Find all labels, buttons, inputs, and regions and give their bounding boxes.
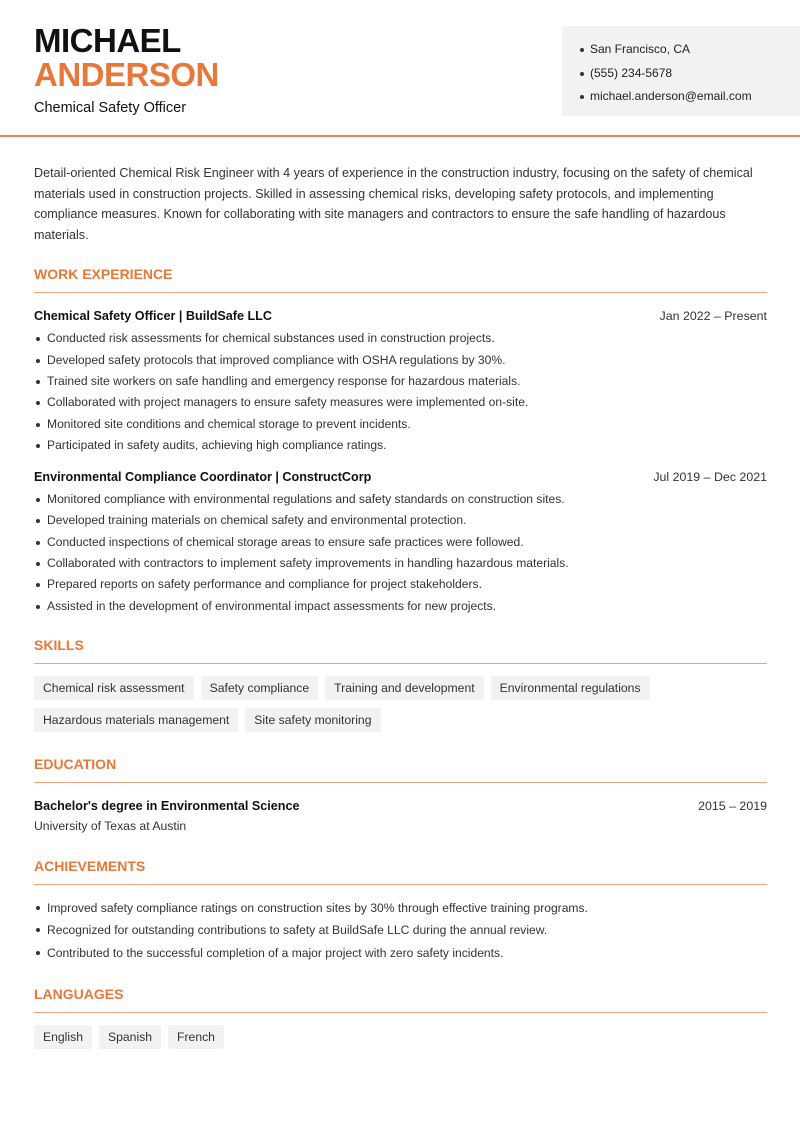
job-role: Chemical Safety Officer | BuildSafe LLC bbox=[34, 309, 272, 324]
job-dates: Jan 2022 – Present bbox=[659, 309, 767, 324]
resume-header bbox=[0, 0, 800, 137]
list-item: Conducted inspections of chemical storage areas to ensure safe practices were followed. bbox=[34, 532, 767, 553]
list-item: Monitored site conditions and chemical storage to prevent incidents. bbox=[34, 414, 767, 435]
section-title-skills: SKILLS bbox=[34, 637, 767, 664]
job-role: Environmental Compliance Coordinator | ConstructCorp bbox=[34, 470, 372, 485]
first-name: MICHAEL bbox=[34, 22, 181, 59]
list-item: Contributed to the successful completion of a major project with zero safety incidents. bbox=[34, 942, 767, 965]
section-title-education: EDUCATION bbox=[34, 756, 767, 783]
education-dates: 2015 – 2019 bbox=[698, 798, 767, 813]
skill-tag: Environmental regulations bbox=[491, 676, 650, 700]
list-item: Trained site workers on safe handling and emergency response for hazardous materials. bbox=[34, 371, 767, 392]
languages-section bbox=[34, 986, 767, 1049]
section-title-work: WORK EXPERIENCE bbox=[34, 266, 767, 293]
contact-location: San Francisco, CA bbox=[580, 38, 784, 62]
skill-tag: Training and development bbox=[325, 676, 483, 700]
skills-tags bbox=[34, 676, 767, 732]
achievements-section bbox=[34, 858, 767, 965]
list-item: Conducted risk assessments for chemical substances used in construction projects. bbox=[34, 328, 767, 349]
candidate-name bbox=[34, 24, 219, 92]
list-item: Prepared reports on safety performance and compliance for project stakeholders. bbox=[34, 574, 767, 595]
contact-phone: (555) 234-5678 bbox=[580, 62, 784, 86]
language-tags bbox=[34, 1025, 767, 1049]
list-item: Assisted in the development of environmental impact assessments for new projects. bbox=[34, 596, 767, 617]
list-item: Developed training materials on chemical safety and environmental protection. bbox=[34, 510, 767, 531]
resume-body bbox=[34, 137, 767, 1049]
school: University of Texas at Austin bbox=[34, 818, 187, 833]
contact-email: michael.anderson@email.com bbox=[580, 85, 784, 109]
job-bullets bbox=[34, 328, 767, 456]
language-tag: French bbox=[168, 1025, 224, 1049]
work-experience-section bbox=[34, 266, 767, 617]
list-item: Collaborated with project managers to ensure safety measures were implemented on-site. bbox=[34, 392, 767, 413]
skill-tag: Chemical risk assessment bbox=[34, 676, 194, 700]
job-bullets bbox=[34, 489, 767, 617]
skill-tag: Site safety monitoring bbox=[245, 708, 380, 732]
achievement-bullets bbox=[34, 897, 767, 965]
job-header bbox=[34, 308, 767, 324]
skill-tag: Hazardous materials management bbox=[34, 708, 238, 732]
contact-list bbox=[580, 38, 784, 109]
job-title: Chemical Safety Officer bbox=[34, 100, 187, 116]
education-header bbox=[34, 798, 767, 814]
list-item: Monitored compliance with environmental regulations and safety standards on construction sites. bbox=[34, 489, 767, 510]
job-entry bbox=[34, 469, 767, 617]
last-name: ANDERSON bbox=[34, 56, 219, 93]
list-item: Collaborated with contractors to implement safety improvements in handling hazardous materials. bbox=[34, 553, 767, 574]
skill-tag: Safety compliance bbox=[201, 676, 319, 700]
list-item: Developed safety protocols that improved compliance with OSHA regulations by 30%. bbox=[34, 350, 767, 371]
list-item: Participated in safety audits, achieving high compliance ratings. bbox=[34, 435, 767, 456]
job-dates: Jul 2019 – Dec 2021 bbox=[653, 470, 767, 485]
list-item: Recognized for outstanding contributions to safety at BuildSafe LLC during the annual review. bbox=[34, 919, 767, 942]
skills-section bbox=[34, 637, 767, 732]
job-header bbox=[34, 469, 767, 485]
degree: Bachelor's degree in Environmental Science bbox=[34, 798, 300, 813]
section-title-achievements: ACHIEVEMENTS bbox=[34, 858, 767, 885]
section-title-languages: LANGUAGES bbox=[34, 986, 767, 1013]
list-item: Improved safety compliance ratings on construction sites by 30% through effective training programs. bbox=[34, 897, 767, 920]
job-entry bbox=[34, 308, 767, 456]
language-tag: English bbox=[34, 1025, 92, 1049]
contact-box bbox=[562, 26, 800, 116]
education-section bbox=[34, 756, 767, 834]
summary: Detail-oriented Chemical Risk Engineer with 4 years of experience in the construction industry, focusing on the safety of chemical materials used in construction projects. Skilled in assessing chemical risks, developing safety protocols, and implementing compliance measures. Known for collaborating with site managers and contractors to ensure the safe handling of hazardous materials. bbox=[34, 166, 753, 242]
language-tag: Spanish bbox=[99, 1025, 161, 1049]
